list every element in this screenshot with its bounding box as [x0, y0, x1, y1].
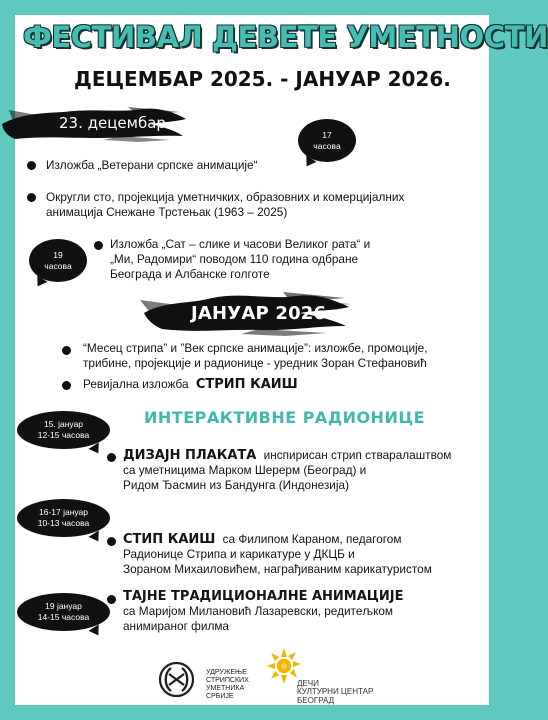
poster-card: [15, 15, 548, 705]
association-line-1: УДРУЖЕЊЕ: [206, 668, 247, 676]
festival-title: ФЕСТИВАЛ ДЕВЕТЕ УМЕТНОСТИ: [23, 20, 548, 54]
bullet-poster-workshop: [107, 453, 116, 462]
comic-month-line-1: “Месец стрипа” и ”Век српске анимације”: изложбе, промоције,: [83, 341, 428, 355]
animation-workshop-line-2: са Маријом Милановић Лазаревски, редитељком: [123, 604, 394, 618]
comic-artists-association-logo-icon: [158, 661, 195, 698]
children-cultural-center-sun-logo-icon: [266, 647, 302, 685]
animation-workshop-date: 19 јануар: [45, 601, 82, 611]
roundtable-line-1: Округли сто, пројекција уметничких, образовних и комерцијалних: [46, 190, 405, 204]
festival-dates: ДЕЦЕМБАР 2025. - ЈАНУАР 2026.: [74, 67, 451, 91]
strip-workshop-line-1: [123, 532, 432, 547]
interactive-workshops-heading: ИНТЕРАКТИВНЕ РАДИОНИЦЕ: [144, 408, 426, 427]
veterans-exhibition-text: Изложба „Ветерани српске анимације“: [46, 158, 258, 172]
poster-workshop-desc-1: инспирисан стрип стваралаштвом: [263, 448, 452, 462]
watch-line-2: „Ми, Радомири“ поводом 110 година одбране: [110, 252, 359, 266]
december-date-label: 23. децембар: [59, 114, 166, 132]
time-17-number: 17: [322, 130, 332, 140]
watch-exhibition-text: [110, 237, 370, 282]
bullet-strip-workshop: [107, 537, 116, 546]
animation-workshop-text: [123, 589, 403, 634]
poster-workshop-title: ДИЗАЈН ПЛАКАТА: [123, 448, 257, 463]
strip-workshop-time: 10-13 часова: [37, 518, 90, 528]
animation-workshop-line-3: анимираног филма: [123, 619, 229, 633]
bullet-retrospective: [62, 381, 71, 390]
comic-month-line-2: трибине, пројекције и радионице - уредник Зоран Стефановић: [83, 356, 427, 370]
poster-workshop-line-1: [123, 448, 451, 463]
strip-workshop-title: СТИП КАИШ: [123, 532, 216, 547]
association-line-2: СТРИПСКИХ: [206, 676, 249, 684]
time-17-unit: часова: [313, 141, 341, 151]
retrospective-text: [83, 377, 298, 392]
roundtable-line-2: анимација Снежане Трстењак (1963 – 2025): [46, 205, 288, 219]
strip-workshop-line-2: Радионице Стрипа и карикатуре у ДКЦБ и: [123, 547, 355, 561]
center-line-3: БЕОГРАД: [297, 695, 335, 705]
bullet-veterans: [27, 161, 36, 170]
poster-workshop-line-3: Ридом Ђасмин из Бандунга (Индонезија): [123, 478, 350, 492]
center-line-2: КУЛТУРНИ ЦЕНТАР: [297, 687, 374, 697]
poster-workshop-text: [123, 448, 451, 493]
animation-workshop-title: ТАЈНЕ ТРАДИЦИОНАЛНЕ АНИМАЦИЈЕ: [123, 589, 404, 604]
bullet-roundtable: [27, 193, 36, 202]
poster-workshop-time-bubble: [17, 411, 110, 449]
time-19-unit: часова: [44, 261, 72, 271]
watch-line-3: Београда и Албанске голготе: [110, 267, 270, 281]
poster-workshop-line-2: са уметницима Марком Шерерм (Београд) и: [123, 463, 367, 477]
watch-line-1: Изложба „Сат – слике и часови Великог рата“ и: [110, 237, 371, 251]
bullet-watch: [94, 241, 103, 250]
time-bubble-17: [298, 119, 356, 162]
strip-workshop-line-3: Зораном Михаиловићем, награђиваним карикатуристом: [123, 562, 432, 576]
retrospective-prefix: Ревијална изложба: [83, 377, 189, 391]
poster-workshop-time: 12-15 часова: [37, 430, 90, 440]
association-line-4: СРБИЈЕ: [206, 692, 234, 700]
bullet-comic-month: [62, 346, 71, 355]
strip-workshop-desc-1: са Филипом Караном, педагогом: [222, 532, 402, 546]
poster-workshop-date: 15. јануар: [43, 419, 84, 429]
strip-workshop-time-bubble: [17, 499, 110, 537]
animation-workshop-time: 14-15 часова: [37, 612, 90, 622]
animation-workshop-line-1: [123, 589, 403, 604]
association-line-3: УМЕТНИКА: [206, 684, 245, 692]
center-line-1: ДЕЧИ: [297, 679, 319, 688]
strip-workshop-text: [123, 532, 432, 577]
january-month-label: ЈАНУАР 2026.: [191, 303, 334, 324]
children-cultural-center-name: [297, 679, 374, 705]
comic-month-text: [83, 341, 428, 371]
time-19-number: 19: [53, 250, 63, 260]
strip-workshop-date: 16-17 јануар: [38, 507, 89, 517]
retrospective-title: СТРИП КАИШ: [195, 377, 298, 392]
roundtable-text: [46, 190, 404, 220]
animation-workshop-time-bubble: [17, 593, 110, 631]
time-bubble-19: [29, 239, 87, 282]
